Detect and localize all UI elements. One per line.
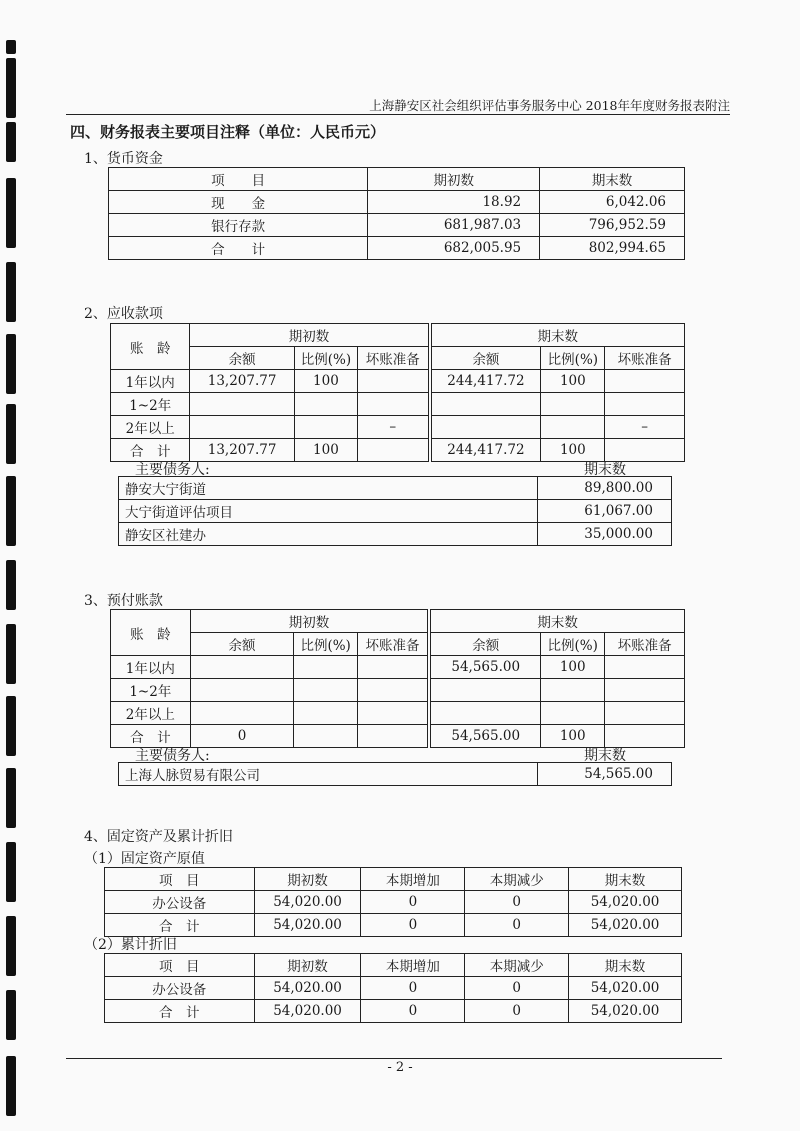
cell: 静安大宁街道 [119,477,538,500]
cell [190,702,294,725]
cell: 0 [465,1000,569,1023]
cell [294,702,357,725]
cell: 244,417.72 [430,439,541,462]
cell: 1~2年 [111,393,190,416]
sub-head: 比例(%) [294,633,357,656]
cell: 100 [541,370,605,393]
cell: 100 [294,370,357,393]
cell: 大宁街道评估项目 [119,500,538,523]
col-head: 期初数 [368,168,540,191]
cell: 0 [361,977,465,1000]
cell: 合 计 [111,725,191,748]
sub-head: 余额 [430,347,541,370]
header-rule [66,114,730,115]
col-head: 项 目 [105,868,255,891]
cell: 54,020.00 [254,1000,361,1023]
table-row [111,393,685,416]
prepayments-table [110,609,685,748]
s4-part2: （2）累计折旧 [84,937,177,953]
table-row [111,416,685,439]
s2-title: 2、应收款项 [84,306,163,322]
receivable-debtors-table [118,476,672,546]
col-head: 期末数 [569,868,682,891]
section-title: 四、财务报表主要项目注释（单位：人民币元） [70,123,386,141]
sub-head: 比例(%) [541,347,605,370]
debtor-label: 主要债务人: [135,462,210,478]
cell: 1年以内 [111,370,190,393]
cell [357,702,429,725]
table-row [109,191,685,214]
s4-title: 4、固定资产及累计折旧 [84,829,233,845]
table-row [111,656,685,679]
cell [294,393,357,416]
table-row [109,237,685,260]
table-row [105,977,682,1000]
cell [294,679,357,702]
begin-head: 期初数 [190,324,430,347]
s1-title: 1、货币资金 [84,151,163,167]
cell: 54,020.00 [254,977,361,1000]
cell [541,702,605,725]
cell: 静安区社建办 [119,523,538,546]
cell [190,656,294,679]
table-row [111,702,685,725]
col-head: 期末数 [540,168,685,191]
cell: 0 [465,914,569,937]
cell: 54,020.00 [569,891,682,914]
cell: 办公设备 [105,977,255,1000]
cell: 54,020.00 [254,914,361,937]
cell: 54,020.00 [569,914,682,937]
cell [190,393,294,416]
cell: 100 [294,439,357,462]
table-row [119,763,672,786]
cell [357,656,429,679]
cell [605,393,685,416]
fixed-assets-table [104,867,682,937]
sub-head: 余额 [190,347,294,370]
cell: 合 计 [111,439,190,462]
cell: 1~2年 [111,679,191,702]
sub-head: 坏账准备 [605,633,685,656]
cell: 6,042.06 [540,191,685,214]
sub-head: 坏账准备 [357,633,429,656]
cell [190,679,294,702]
s4-part1: （1）固定资产原值 [84,851,205,867]
cell: 54,565.00 [429,725,540,748]
age-head: 账 龄 [111,324,190,370]
cell [357,679,429,702]
receivables-table [110,323,685,462]
col-head: 期初数 [254,868,361,891]
table-row [105,891,682,914]
cell: 54,565.00 [429,656,540,679]
debtor-end-label: 期末数 [584,462,626,478]
table-header-row [105,954,682,977]
cell: 35,000.00 [538,523,672,546]
table-header-row [109,168,685,191]
cell: 89,800.00 [538,477,672,500]
table-header-row [105,868,682,891]
cell [605,656,685,679]
cell: 796,952.59 [540,214,685,237]
cell: 上海人脉贸易有限公司 [119,763,538,786]
cell: 54,020.00 [254,891,361,914]
cell: 18.92 [368,191,540,214]
cell: 681,987.03 [368,214,540,237]
col-head: 项 目 [105,954,255,977]
debtor-end-label: 期末数 [584,748,626,764]
cell: 682,005.95 [368,237,540,260]
cell: – [605,416,685,439]
sub-head: 余额 [190,633,294,656]
col-head: 本期减少 [465,868,569,891]
cell [358,370,430,393]
begin-head: 期初数 [190,610,429,633]
table-row [111,679,685,702]
table-row [119,500,672,523]
cell: 0 [361,1000,465,1023]
cell: 61,067.00 [538,500,672,523]
sub-head: 余额 [429,633,540,656]
cell [430,393,541,416]
cell [294,725,357,748]
page-header: 上海静安区社会组织评估事务服务中心 2018年年度财务报表附注 [369,98,730,113]
cell: 合 计 [109,237,368,260]
cell [190,416,294,439]
cell [429,702,540,725]
cell [429,679,540,702]
sub-head: 坏账准备 [358,347,430,370]
cell: 244,417.72 [430,370,541,393]
col-head: 期初数 [254,954,361,977]
cell: 54,020.00 [569,977,682,1000]
cell [358,393,430,416]
col-head: 本期增加 [361,954,465,977]
cell: 802,994.65 [540,237,685,260]
table-row [109,214,685,237]
depreciation-table [104,953,682,1023]
cell [358,439,430,462]
page-number: - 2 - [387,1060,413,1075]
s3-title: 3、预付账款 [84,593,163,609]
cell: 0 [465,977,569,1000]
cell: 100 [541,656,605,679]
end-head: 期末数 [430,324,685,347]
cell: 现 金 [109,191,368,214]
table-row [111,370,685,393]
cell: 0 [190,725,294,748]
cell: 100 [541,725,605,748]
cell: 办公设备 [105,891,255,914]
cell: 54,020.00 [569,1000,682,1023]
cell: 54,565.00 [538,763,672,786]
prepayment-debtors-table [118,762,672,786]
cell: 2年以上 [111,416,190,439]
table-row [105,1000,682,1023]
age-head: 账 龄 [111,610,191,656]
cell [357,725,429,748]
col-head: 本期增加 [361,868,465,891]
cell [541,416,605,439]
cell [605,702,685,725]
cell: 100 [541,439,605,462]
sub-head: 坏账准备 [605,347,685,370]
table-row [105,914,682,937]
table-row [119,477,672,500]
cell: 银行存款 [109,214,368,237]
cell: 13,207.77 [190,439,294,462]
cell: 2年以上 [111,702,191,725]
cell: 13,207.77 [190,370,294,393]
sub-head: 比例(%) [541,633,605,656]
cell [294,656,357,679]
cell: 1年以内 [111,656,191,679]
cell [605,679,685,702]
end-head: 期末数 [429,610,684,633]
sub-head: 比例(%) [294,347,357,370]
cash-table [108,167,685,260]
footer-rule [66,1058,722,1059]
cell [541,679,605,702]
cell: 0 [361,891,465,914]
cell: – [358,416,430,439]
cell: 合 计 [105,914,255,937]
cell [605,370,685,393]
col-head: 期末数 [569,954,682,977]
cell [294,416,357,439]
table-row [119,523,672,546]
col-head: 项 目 [109,168,368,191]
debtor-label: 主要债务人: [135,748,210,764]
cell [541,393,605,416]
cell: 0 [465,891,569,914]
cell [430,416,541,439]
binding-holes [0,0,26,1131]
col-head: 本期减少 [465,954,569,977]
cell: 0 [361,914,465,937]
cell: 合 计 [105,1000,255,1023]
